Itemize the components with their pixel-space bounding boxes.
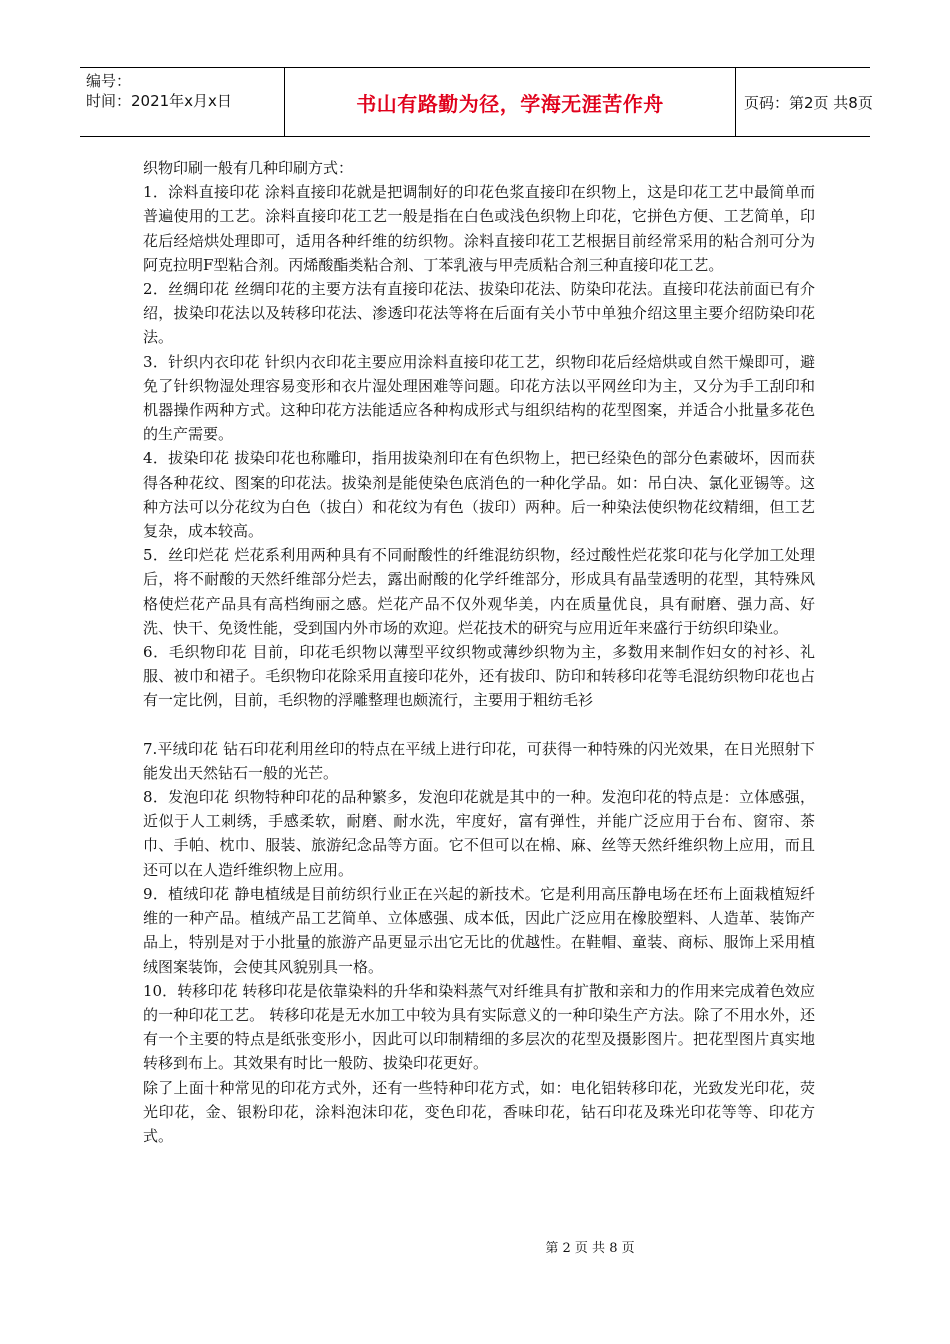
paragraph-6: 6．毛织物印花 目前，印花毛织物以薄型平纹织物或薄纱织物为主，多数用来制作妇女的衬衫、礼服、被巾和裙子。毛织物印花除采用直接印花外，还有拔印、防印和转移印花等毛混纺织物印花也占有一定比例，目前，毛织物的浮雕整理也颇流行，主要用于粗纺毛衫 [143,643,815,710]
paragraph-10: 10．转移印花 转移印花是依靠染料的升华和染料蒸气对纤维具有扩散和亲和力的作用来完成着色效应的一种印花工艺。 转移印花是无水加工中较为具有实际意义的一种印染生产方法。除了不用水外，还有一个主要的特点是纸张变形小，因此可以印制精细的多层次的花型及摄影图片。把花型图片真实地转移到布上。其效果有时比一般防、拔染印花更好。 [143,981,815,1073]
paragraph-8: 8．发泡印花 织物特种印花的品种繁多，发泡印花就是其中的一种。发泡印花的特点是：立体感强，近似于人工刺绣，手感柔软，耐磨、耐水洗，牢度好，富有弹性，并能广泛应用于台布、窗帘、茶巾、手帕、枕巾、服装、旅游纪念品等方面。它不但可以在棉、麻、丝等天然纤维织物上应用，而且还可以在人造纤维织物上应用。 [143,788,815,879]
paragraph-5: 5．丝印烂花 烂花系利用两种具有不同耐酸性的纤维混纺织物，经过酸性烂花浆印花与化学加工处理后，将不耐酸的天然纤维部分烂去，露出耐酸的化学纤维部分，形成具有晶莹透明的花型，其特殊风格使烂花产品具有高档绚丽之感。烂花产品不仅外观华美，内在质量优良，具有耐磨、强力高、好洗、快干、免烫性能，受到国内外市场的欢迎。烂花技术的研究与应用近年来盛行于纺织印染业。 [143,546,815,637]
paragraph-4: 4．拔染印花 拔染印花也称雕印，指用拔染剂印在有色织物上，把已经染色的部分色素破坏，因而获得各种花纹、图案的印花法。拔染剂是能使染色底消色的一种化学品。如：吊白决、氯化亚锡等。这种方法可以分花纹为白色（拔白）和花纹为有色（拔印）两种。后一种染法使织物花纹精细，但工艺复杂，成本较高。 [143,449,815,541]
closing-paragraph: 除了上面十种常见的印花方式外，还有一些特种印花方式，如：电化铝转移印花，光致发光印花，荧光印花，金、银粉印花，涂料泡沫印花，变色印花，香味印花，钻石印花及珠光印花等等、印花方式。 [143,1078,815,1145]
paragraph-1: 1．涂料直接印花 涂料直接印花就是把调制好的印花色浆直接印在织物上，这是印花工艺中最简单而普遍使用的工艺。涂料直接印花工艺一般是指在白色或浅色织物上印花，它拼色方便、工艺简单，印花后经焙烘处理即可，适用各种纤维的纺织物。涂料直接印花工艺根据目前经常采用的粘合剂可分为阿克拉明F型粘合剂。丙烯酸酯类粘合剂、丁苯乳液与甲壳质粘合剂三种直接印花工艺。 [143,183,815,274]
header-motto: 书山有路勤为径，学海无涯苦作舟 [284,68,736,136]
paragraph-9: 9．植绒印花 静电植绒是目前纺织行业正在兴起的新技术。它是利用高压静电场在坯布上面栽植短纤维的一种产品。植绒产品工艺简单、立体感强、成本低，因此广泛应用在橡胶塑料、人造革、装饰产品上，特别是对于小批量的旅游产品更显示出它无比的优越性。在鞋帽、童装、商标、服饰上采用植绒图案装饰，会使其风貌别具一格。 [143,884,815,976]
time-label: 时间：2021年x月x日 [86,92,232,110]
page-footer: 第 2 页 共 8 页 [545,1241,635,1256]
intro-line: 织物印刷一般有几种印刷方式： [143,159,354,177]
paragraph-2: 2．丝绸印花 丝绸印花的主要方法有直接印花法、拔染印花法、防染印花法。直接印花法前面已有介绍，拔染印花法以及转移印花法、渗透印花法等将在后面有关小节中单独介绍这里主要介绍防染印花法。 [143,280,815,347]
header-page-label: 页码：第2页 共8页 [744,93,873,112]
header-meta [80,68,284,136]
paragraph-7: 7.平绒印花 钻石印花利用丝印的特点在平绒上进行印花，可获得一种特殊的闪光效果，在日光照射下能发出天然钻石一般的光芒。 [143,739,815,782]
page-header [80,67,873,137]
paragraph-3: 3．针织内衣印花 针织内衣印花主要应用涂料直接印花工艺，织物印花后经焙烘或自然干燥即可，避免了针织物湿处理容易变形和衣片湿处理困难等问题。印花方法以平网丝印为主，又分为手工刮印和机器操作两种方式。这种印花方法能适应各种构成形式与组织结构的花型图案，并适合小批量多花色的生产需要。 [143,352,815,444]
paragraph-gap [143,713,815,737]
number-label: 编号： [86,72,132,90]
document-body [143,156,815,1148]
